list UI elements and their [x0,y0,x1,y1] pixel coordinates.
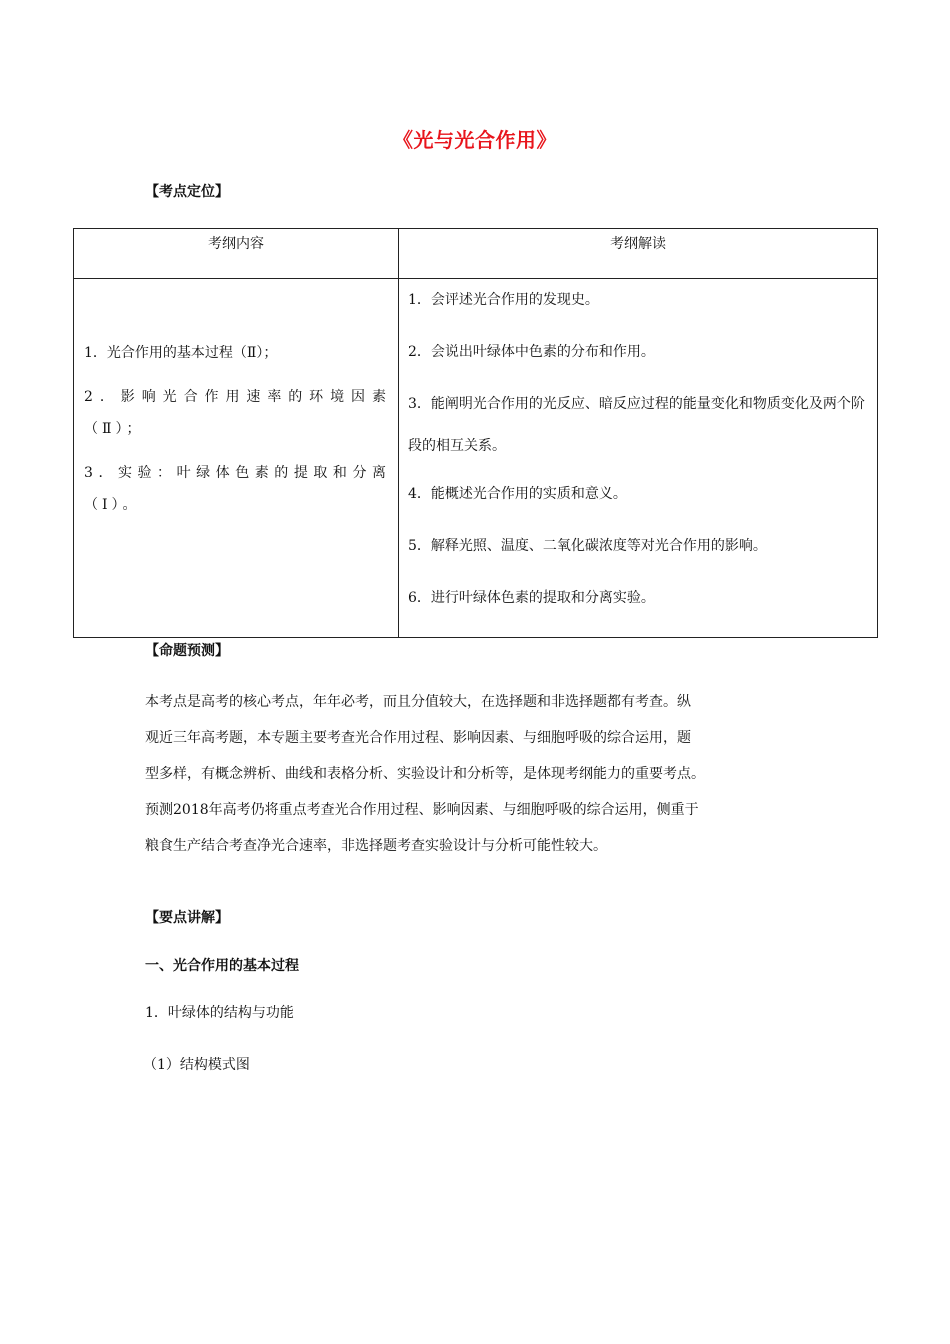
interpretation-item: 5．解释光照、温度、二氧化碳浓度等对光合作用的影响。 [408,538,767,554]
header-outline-content: 考纲内容 [74,229,399,279]
outline-item: 1．光合作用的基本过程（Ⅱ）； [84,345,278,361]
outline-interpretation-cell [399,279,878,638]
prediction-paragraph [145,684,815,864]
interpretation-item: 4．能概述光合作用的实质和意义。 [408,486,627,502]
header-outline-interpretation: 考纲解读 [399,229,878,279]
table-header-row [74,229,878,279]
outline-item: 2．影响光合作用速率的环境因素（Ⅱ）； [84,389,390,437]
interpretation-item: 2．会说出叶绿体中色素的分布和作用。 [408,344,655,360]
item-chloroplast-structure: 1．叶绿体的结构与功能 [145,1005,294,1021]
interpretation-item: 6．进行叶绿体色素的提取和分离实验。 [408,590,655,606]
document-title: 《光与光合作用》 [393,128,557,152]
item-structure-diagram: （1）结构模式图 [143,1057,250,1073]
table-row [74,279,878,638]
section-heading-key-points: 【要点讲解】 [145,910,229,926]
subsection-heading-basic-process: 一、光合作用的基本过程 [145,958,299,974]
interpretation-item: 1．会评述光合作用的发现史。 [408,292,599,308]
paragraph-line: 粮食生产结合考查净光合速率，非选择题考查实验设计与分析可能性较大。 [145,838,607,854]
interpretation-item: 3．能阐明光合作用的光反应、暗反应过程的能量变化和物质变化及两个阶段的相互关系。 [408,396,865,454]
paragraph-line: 观近三年高考题，本专题主要考查光合作用过程、影响因素、与细胞呼吸的综合运用，题 [145,730,691,746]
section-heading-exam-position: 【考点定位】 [145,184,229,200]
paragraph-line: 型多样，有概念辨析、曲线和表格分析、实验设计和分析等，是体现考纲能力的重要考点。 [145,766,705,782]
outline-item: 3．实验：叶绿体色素的提取和分离（Ⅰ）。 [84,465,390,513]
section-heading-prediction: 【命题预测】 [145,643,229,659]
outline-content-cell [74,279,399,638]
paragraph-line: 预测2018年高考仍将重点考查光合作用过程、影响因素、与细胞呼吸的综合运用，侧重于 [145,802,699,818]
exam-outline-table [73,228,878,638]
paragraph-line: 本考点是高考的核心考点，年年必考，而且分值较大，在选择题和非选择题都有考查。纵 [145,694,691,710]
